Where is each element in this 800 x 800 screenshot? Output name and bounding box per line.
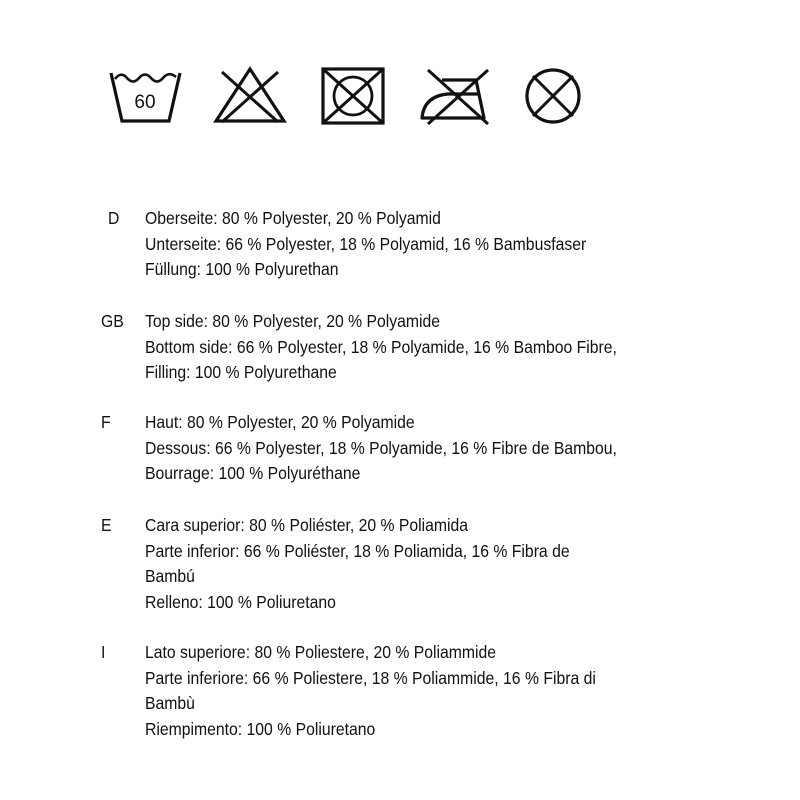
composition-lines: [145, 309, 745, 386]
composition-line: Riempimento: 100 % Poliuretano: [145, 718, 376, 739]
composition-lines: [145, 206, 745, 283]
composition-line: Parte inferior: 66 % Poliéster, 18 % Poliamida, 16 % Fibra de: [145, 540, 570, 561]
composition-line: Relleno: 100 % Poliuretano: [145, 591, 336, 612]
language-code: GB: [101, 311, 124, 331]
composition-line: Bourrage: 100 % Polyuréthane: [145, 463, 361, 483]
composition-line: Füllung: 100 % Polyurethan: [145, 259, 339, 279]
composition-line: Parte inferiore: 66 % Poliestere, 18 % Poliammide, 16 % Fibra di: [145, 667, 596, 688]
composition-line: Filling: 100 % Polyurethane: [145, 362, 337, 382]
do-not-bleach-icon: [212, 66, 288, 126]
composition-lines: [145, 410, 745, 487]
language-code: F: [101, 412, 111, 432]
composition-line: Unterseite: 66 % Polyester, 18 % Polyamid, 16 % Bambusfaser: [145, 233, 587, 254]
composition-line: Haut: 80 % Polyester, 20 % Polyamide: [145, 412, 415, 432]
composition-line: Oberseite: 80 % Polyester, 20 % Polyamid: [145, 208, 441, 228]
language-code: D: [108, 208, 120, 228]
language-code: I: [101, 642, 106, 662]
composition-line: Bambù: [145, 693, 195, 713]
do-not-tumble-dry-icon: [320, 66, 386, 126]
wash-60-icon: [108, 66, 184, 126]
composition-line: Bambú: [145, 566, 195, 586]
language-code: E: [101, 515, 112, 535]
composition-line: Bottom side: 66 % Polyester, 18 % Polyamide, 16 % Bamboo Fibre,: [145, 336, 617, 357]
composition-line: Dessous: 66 % Polyester, 18 % Polyamide, 16 % Fibre de Bambou,: [145, 437, 617, 458]
composition-lines: [145, 513, 745, 615]
composition-line: Lato superiore: 80 % Poliestere, 20 % Poliammide: [145, 642, 497, 662]
do-not-iron-icon: [418, 66, 494, 126]
care-symbols: [108, 66, 628, 126]
composition-line: Cara superior: 80 % Poliéster, 20 % Poliamida: [145, 515, 469, 535]
composition-lines: [145, 640, 745, 742]
composition-line: Top side: 80 % Polyester, 20 % Polyamide: [145, 311, 441, 331]
wash-temperature-label: 60: [134, 92, 156, 113]
do-not-dry-clean-icon: [520, 66, 586, 126]
